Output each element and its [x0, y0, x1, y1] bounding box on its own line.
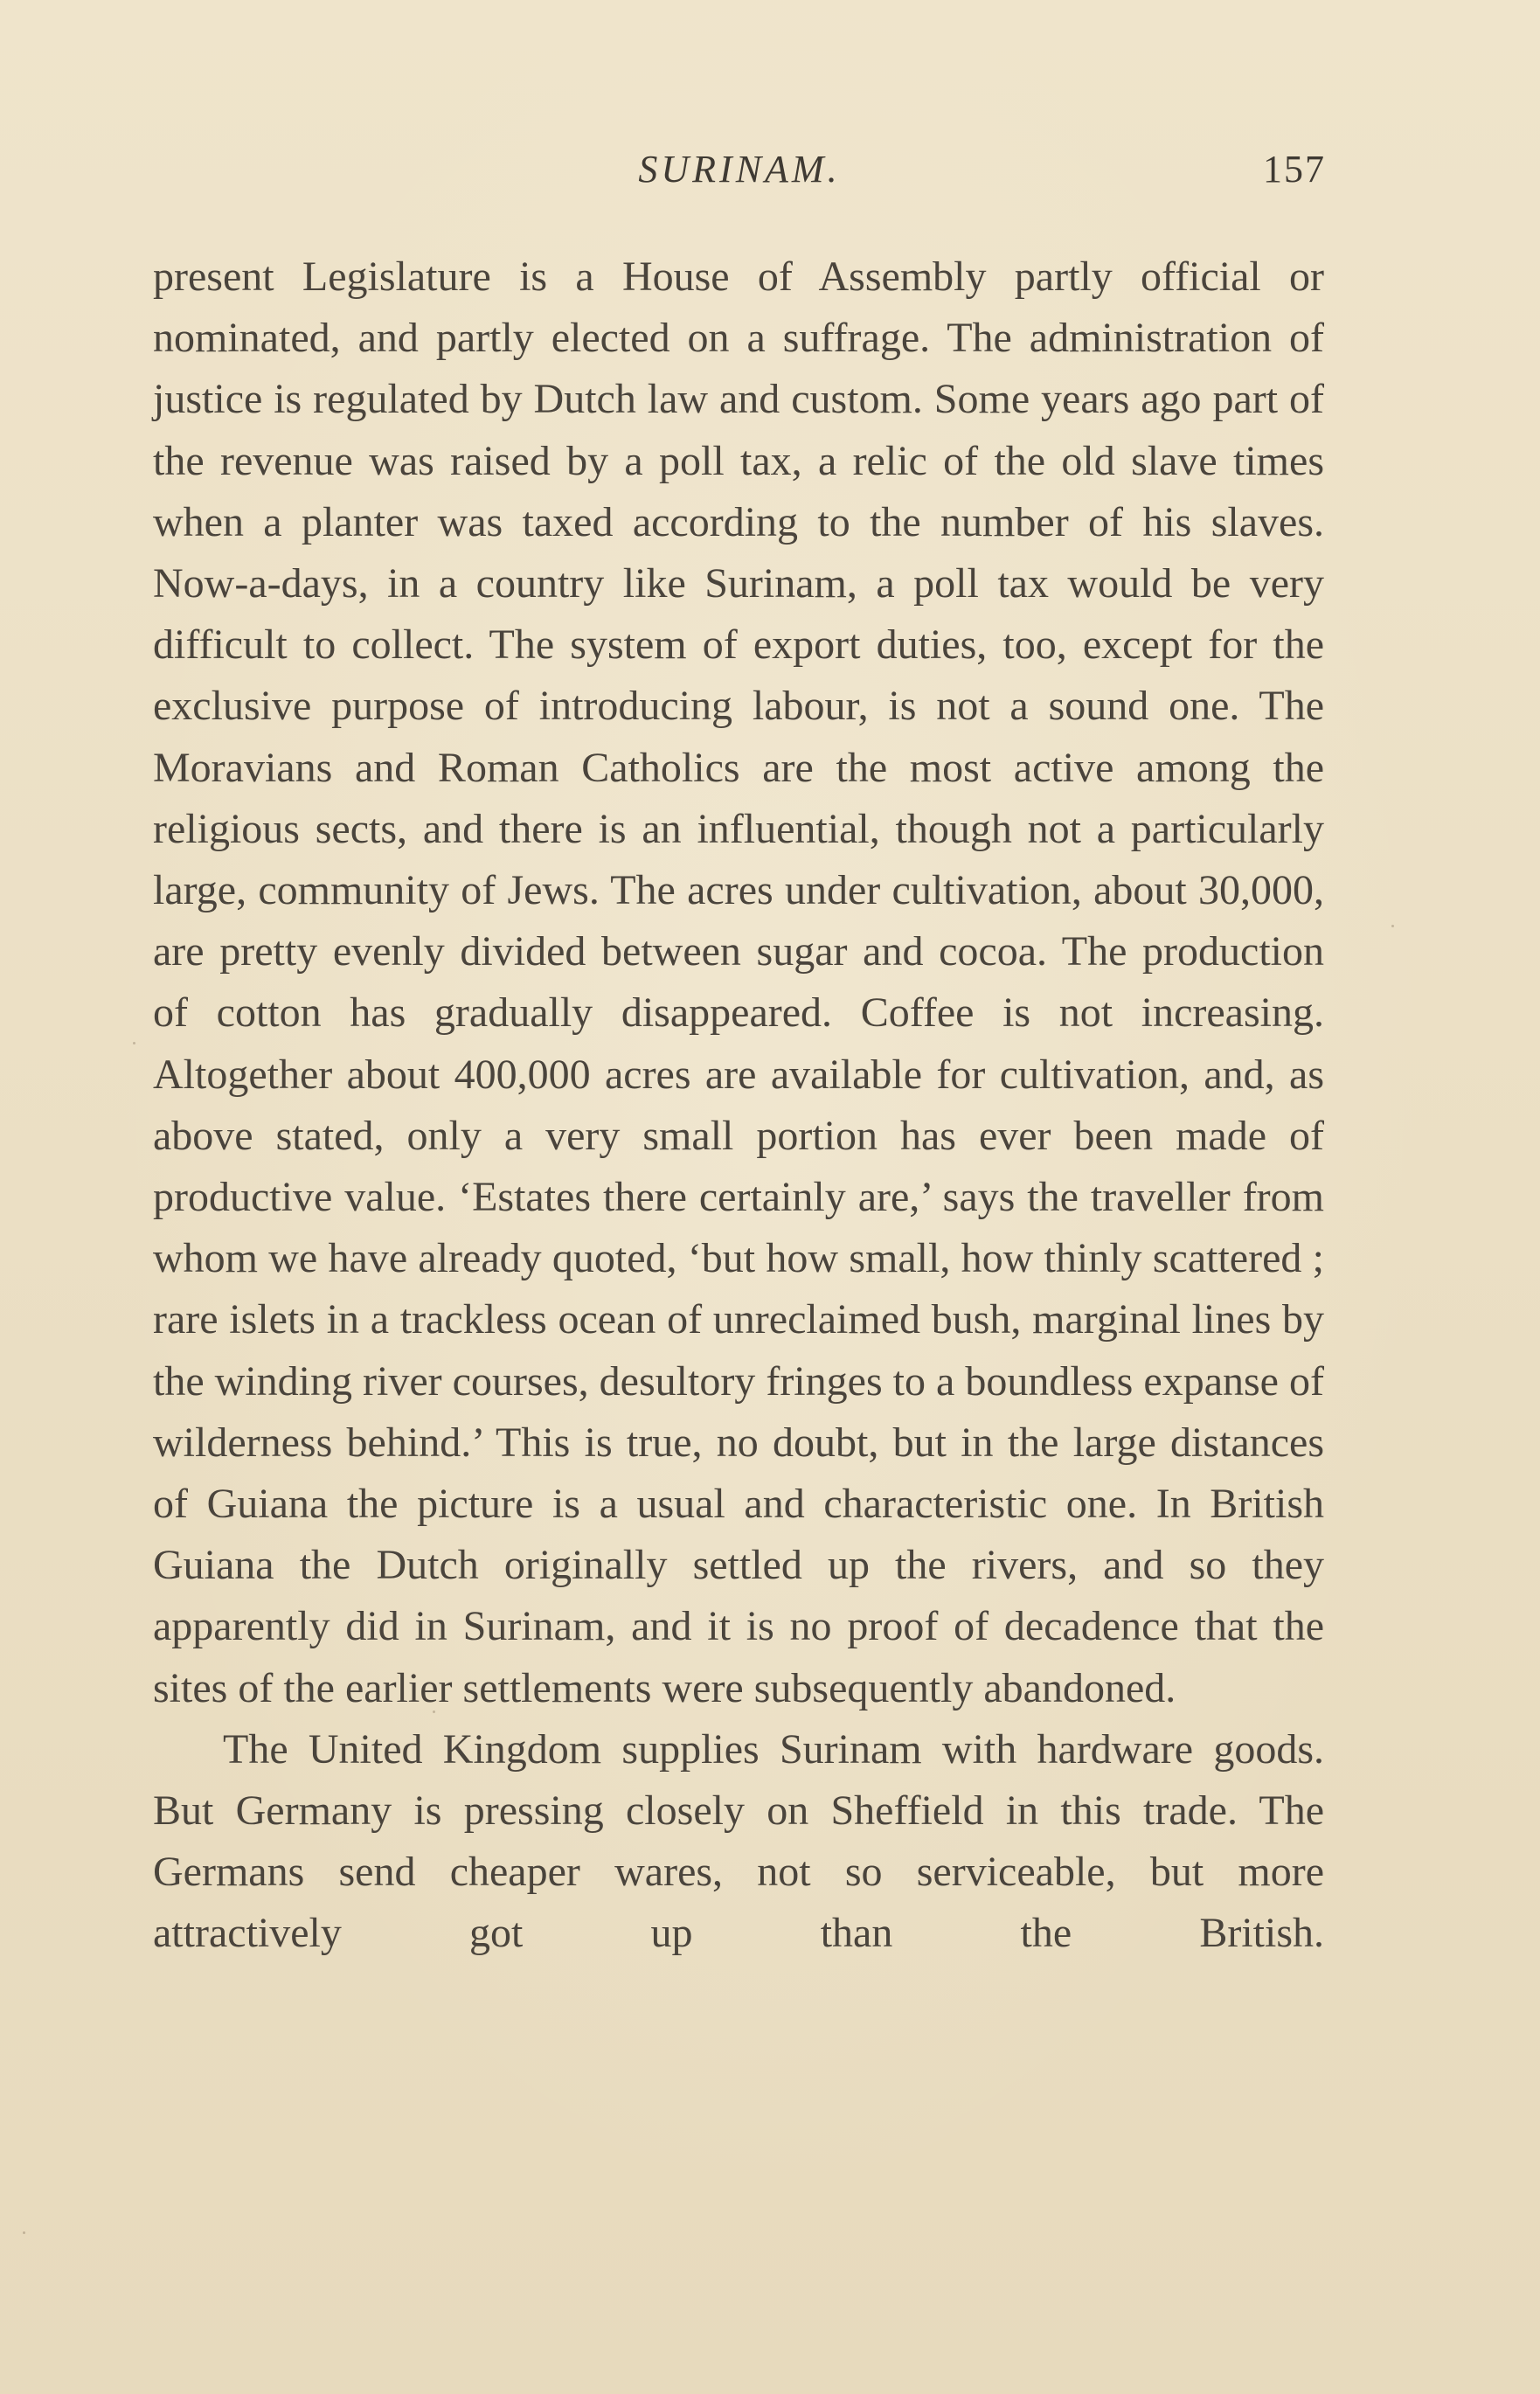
paper-speck — [433, 1710, 435, 1713]
paragraph: present Legislature is a House of Assembly partly official or nominated, and partly elected on a suffrage. The administration of justice is regulated by Dutch law and custom. Some years ago part of the revenue was raised by a poll tax, a relic of the old slave times when a planter was taxed according to the number of his slaves. Now-a-days, in a country like Surinam, a poll tax would be very difficult to collect. The system of export duties, too, except for the exclusive purpose of introducing labour, is not a sound one. The Moravians and Roman Catholics are the most active among the religious sects, and there is an influential, though not a particularly large, community of Jews. The acres under cultivation, about 30,000, are pretty evenly divided between sugar and cocoa. The production of cotton has gradually disappeared. Coffee is not increasing. Altogether about 400,000 acres are available for cultivation, and, as above stated, only a very small portion has ever been made of productive value. ‘Estates there certainly are,’ says the traveller from whom we have already quoted, ‘but how small, how thinly scattered ; rare islets in a trackless ocean of unreclaimed bush, marginal lines by the winding river courses, desultory fringes to a boundless expanse of wilderness behind.’ This is true, no doubt, but in the large distances of Guiana the picture is a usual and characteristic one. In British Guiana the Dutch originally settled up the rivers, and so they apparently did in Surinam, and it is no proof of decadence that the sites of the earlier settlements were subsequently abandoned. — [153, 253, 1324, 1711]
paper-speck — [133, 1042, 135, 1044]
body-text — [153, 246, 1324, 1965]
page-header — [153, 147, 1326, 208]
paper-speck — [23, 2231, 25, 2234]
page-number: 157 — [1263, 148, 1326, 191]
paragraph: The United Kingdom supplies Surinam with hardware goods. But Germany is pressing closely on Sheffield in this trade. The Germans send cheaper wares, not so serviceable, but more attractively got up than the British. — [153, 1725, 1324, 1957]
running-title: SURINAM. — [638, 148, 841, 191]
paper-speck — [1391, 925, 1394, 927]
